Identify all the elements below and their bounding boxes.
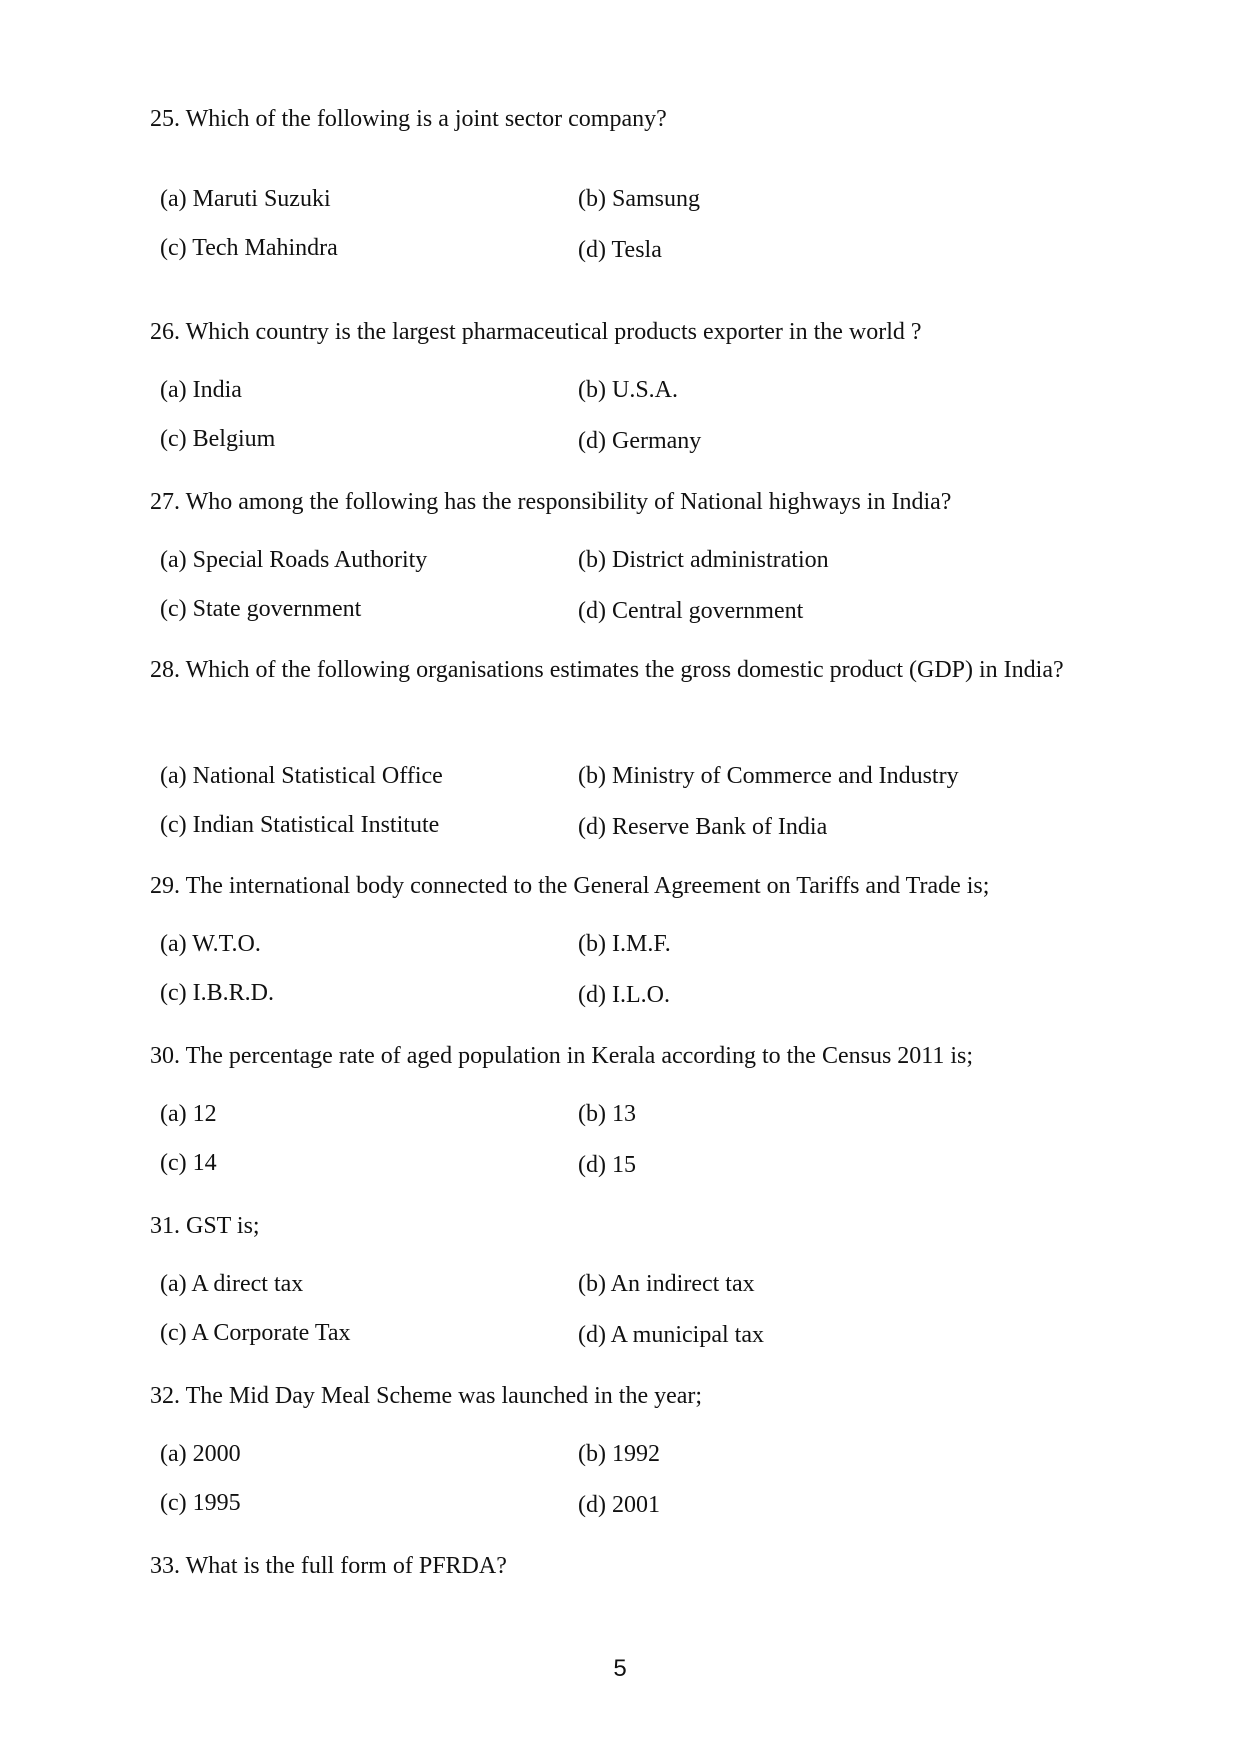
q30-option-b: (b) 13 (578, 1101, 636, 1127)
q25-option-c: (c) Tech Mahindra (160, 235, 338, 261)
q28-option-a: (a) National Statistical Office (160, 763, 443, 789)
q26-option-a: (a) India (160, 377, 242, 403)
page-number: 5 (613, 1655, 627, 1682)
q25-option-d: (d) Tesla (578, 237, 662, 263)
q31-option-d: (d) A municipal tax (578, 1322, 764, 1348)
q30-option-d: (d) 15 (578, 1152, 636, 1178)
question-30: 30. The percentage rate of aged population in Kerala according to the Census 2011 is; (150, 1043, 974, 1069)
q32-option-d: (d) 2001 (578, 1492, 660, 1518)
question-26: 26. Which country is the largest pharmaceutical products exporter in the world ? (150, 319, 922, 345)
q28-option-d: (d) Reserve Bank of India (578, 814, 828, 840)
q27-option-c: (c) State government (160, 596, 362, 622)
q27-option-d: (d) Central government (578, 598, 804, 624)
q29-option-d: (d) I.L.O. (578, 982, 670, 1008)
q31-option-c: (c) A Corporate Tax (160, 1320, 351, 1346)
question-25: 25. Which of the following is a joint sector company? (150, 106, 667, 132)
q25-option-b: (b) Samsung (578, 186, 700, 212)
q31-option-a: (a) A direct tax (160, 1271, 304, 1297)
q32-option-a: (a) 2000 (160, 1441, 241, 1467)
q25-option-a: (a) Maruti Suzuki (160, 186, 331, 212)
question-29: 29. The international body connected to the General Agreement on Tariffs and Trade is; (150, 873, 990, 899)
q27-option-b: (b) District administration (578, 547, 829, 573)
question-28: 28. Which of the following organisations estimates the gross domestic product (GDP) in India? (150, 657, 1064, 683)
question-31: 31. GST is; (150, 1213, 260, 1239)
q29-option-c: (c) I.B.R.D. (160, 980, 274, 1006)
q26-option-c: (c) Belgium (160, 426, 276, 452)
question-27: 27. Who among the following has the responsibility of National highways in India? (150, 489, 952, 515)
q28-option-c: (c) Indian Statistical Institute (160, 812, 440, 838)
q30-option-c: (c) 14 (160, 1150, 217, 1176)
q30-option-a: (a) 12 (160, 1101, 217, 1127)
q32-option-b: (b) 1992 (578, 1441, 660, 1467)
q29-option-b: (b) I.M.F. (578, 931, 671, 957)
question-33: 33. What is the full form of PFRDA? (150, 1553, 507, 1579)
q27-option-a: (a) Special Roads Authority (160, 547, 428, 573)
q32-option-c: (c) 1995 (160, 1490, 241, 1516)
q28-option-b: (b) Ministry of Commerce and Industry (578, 763, 959, 789)
q26-option-b: (b) U.S.A. (578, 377, 678, 403)
q29-option-a: (a) W.T.O. (160, 931, 261, 957)
q26-option-d: (d) Germany (578, 428, 702, 454)
q31-option-b: (b) An indirect tax (578, 1271, 755, 1297)
question-32: 32. The Mid Day Meal Scheme was launched in the year; (150, 1383, 703, 1409)
